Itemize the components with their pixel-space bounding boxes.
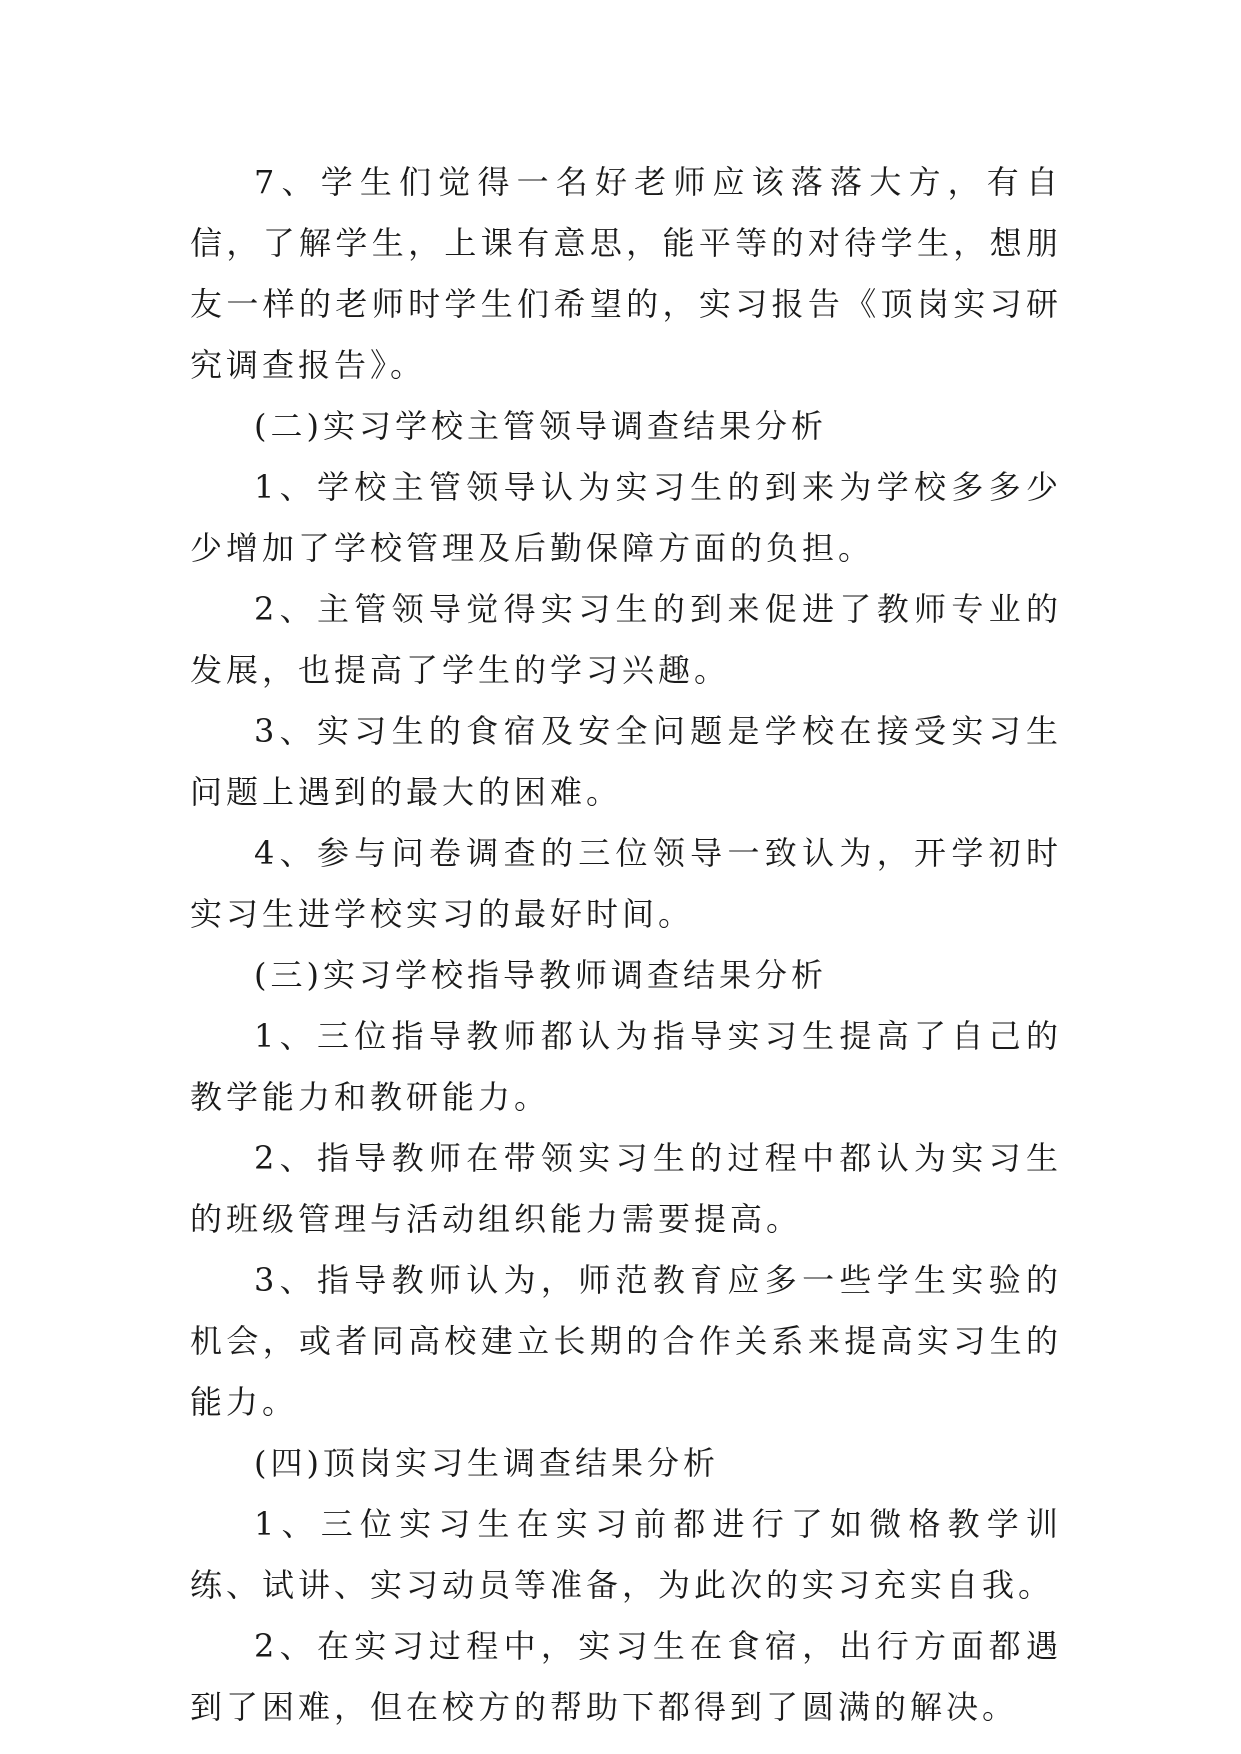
paragraph-leader-1: 1、学校主管领导认为实习生的到来为学校多多少少增加了学校管理及后勤保障方面的负担。 [190, 468, 1062, 567]
paragraph-teacher-1: 1、三位指导教师都认为指导实习生提高了自己的教学能力和教研能力。 [190, 1017, 1062, 1116]
document-body [190, 152, 1062, 1738]
paragraph-intern-1: 1、三位实习生在实习前都进行了如微格教学训练、试讲、实习动员等准备，为此次的实习充实自我。 [190, 1505, 1062, 1604]
paragraph-teacher-2: 2、指导教师在带领实习生的过程中都认为实习生的班级管理与活动组织能力需要提高。 [190, 1139, 1062, 1238]
paragraph-teacher-3: 3、指导教师认为，师范教育应多一些学生实验的机会，或者同高校建立长期的合作关系来提高实习生的能力。 [190, 1261, 1062, 1421]
paragraph-leader-3: 3、实习生的食宿及安全问题是学校在接受实习生问题上遇到的最大的困难。 [190, 712, 1062, 811]
section-heading-2: (二)实习学校主管领导调查结果分析 [254, 407, 827, 445]
section-heading-4: (四)顶岗实习生调查结果分析 [254, 1444, 719, 1482]
paragraph-item-7: 7、学生们觉得一名好老师应该落落大方，有自信，了解学生，上课有意思，能平等的对待学生，想朋友一样的老师时学生们希望的，实习报告《顶岗实习研究调查报告》。 [190, 163, 1062, 384]
paragraph-leader-2: 2、主管领导觉得实习生的到来促进了教师专业的发展，也提高了学生的学习兴趣。 [190, 590, 1062, 689]
section-heading-3: (三)实习学校指导教师调查结果分析 [254, 956, 827, 994]
paragraph-intern-2: 2、在实习过程中，实习生在食宿，出行方面都遇到了困难，但在校方的帮助下都得到了圆满的解决。 [190, 1627, 1062, 1726]
paragraph-leader-4: 4、参与问卷调查的三位领导一致认为，开学初时实习生进学校实习的最好时间。 [190, 834, 1062, 933]
